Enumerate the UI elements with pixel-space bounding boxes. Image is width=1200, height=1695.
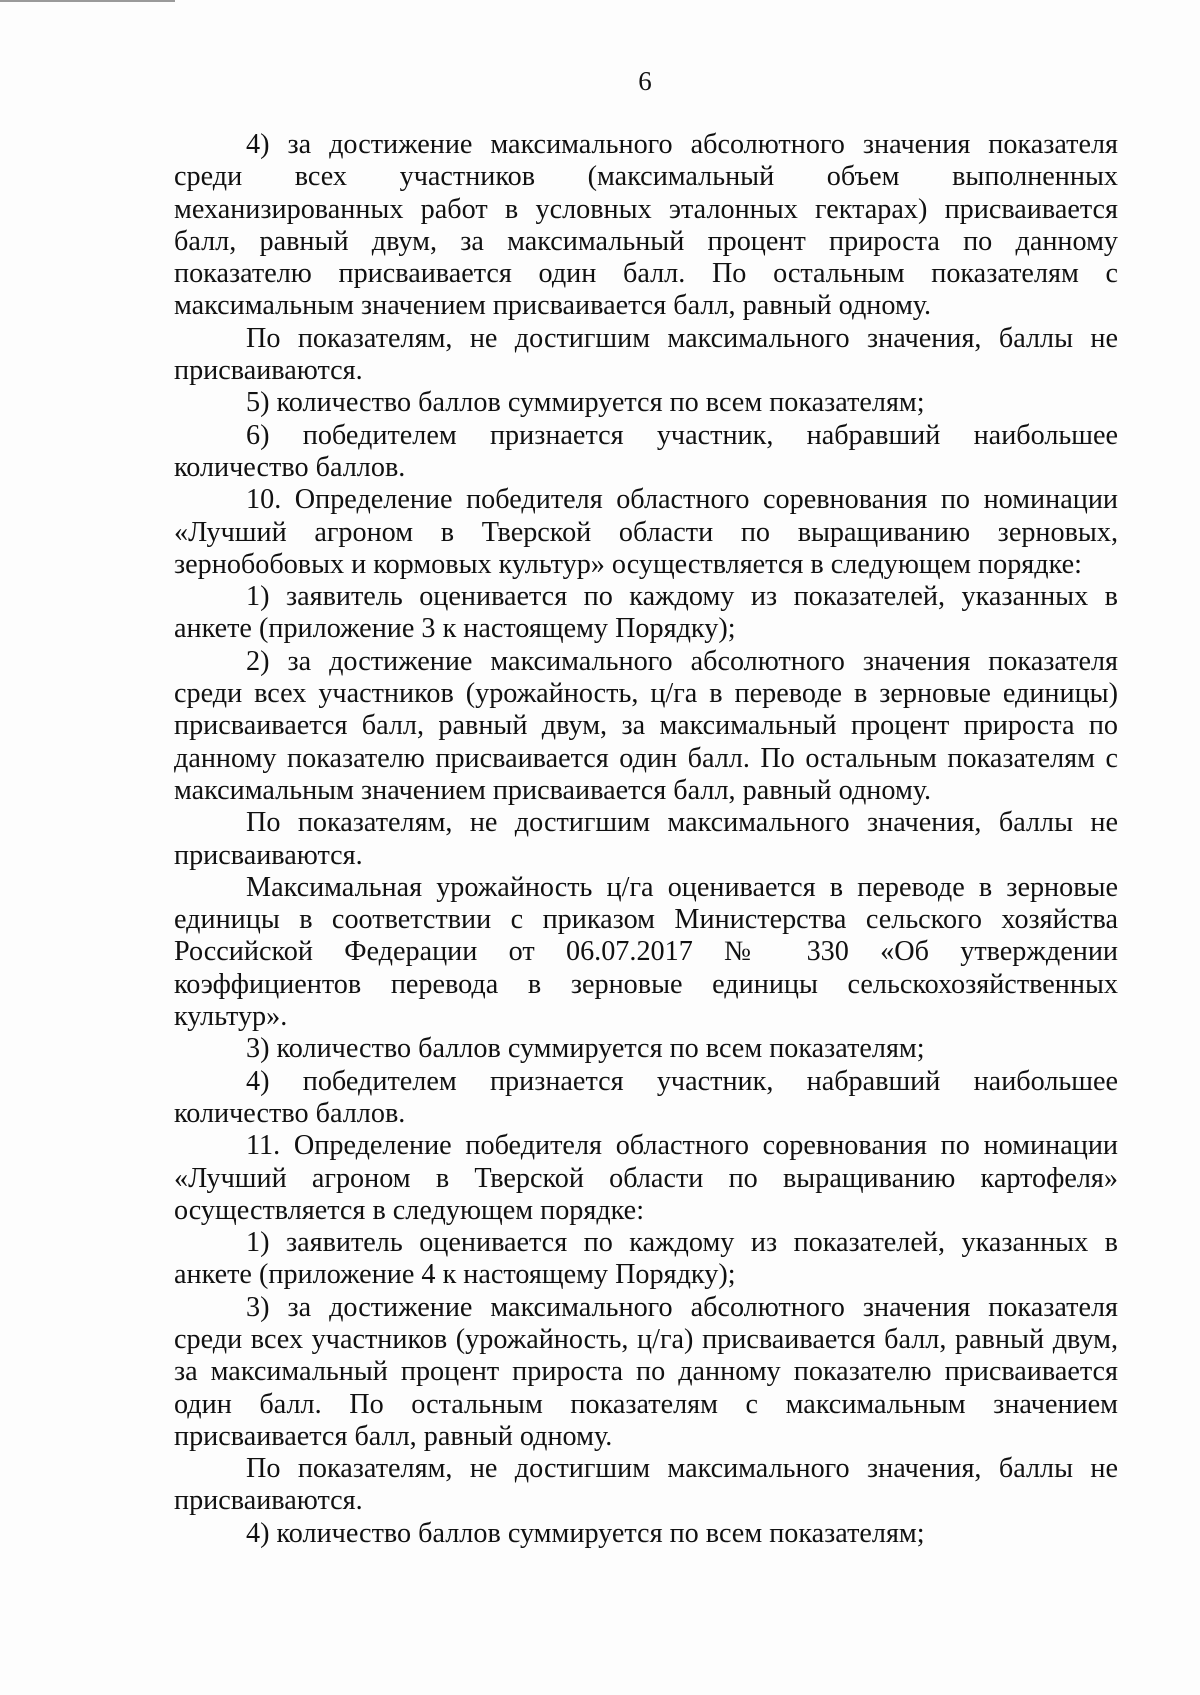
page-number: 6 <box>638 66 652 96</box>
paragraph-winner: 4) победителем признается участник, набравший наибольшее количество баллов. <box>174 1065 1118 1129</box>
paragraph-applicant-evaluated: 1) заявитель оценивается по каждому из показателей, указанных в анкете (приложение 4 к настоящему Порядку); <box>174 1227 1118 1291</box>
paragraph-applicant-evaluated: 1) заявитель оценивается по каждому из показателей, указанных в анкете (приложение 3 к настоящему Порядку); <box>174 581 1118 645</box>
document-body <box>174 129 1118 1550</box>
paragraph-points-summed: 4) количество баллов суммируется по всем показателям; <box>246 1517 925 1549</box>
paragraph-no-points: По показателям, не достигшим максимального значения, баллы не присваиваются. <box>174 807 1118 871</box>
paragraph-no-points: По показателям, не достигшим максимального значения, баллы не присваиваются. <box>174 322 1118 387</box>
paragraph-winner: 6) победителем признается участник, набравший наибольшее количество баллов. <box>174 419 1118 483</box>
paragraph-max-yield-order: Максимальная урожайность ц/га оценивается в переводе в зерновые единицы в соответствии с приказом Министерства сельского хозяйства Российской Федерации от 06.07.2017 № 330 «Об утверждении коэффициентов перевода в зерновые единицы сельскохозяйственных культур». <box>174 871 1118 1033</box>
paragraph-criterion-3-potato-yield: 3) за достижение максимального абсолютного значения показателя среди всех участников (урожайность, ц/га) присваивается балл, равный двум, за максимальный процент прироста по данному показателю присваивается один балл. По остальным показателям с максимальным значением присваивается балл, равный одному. <box>174 1291 1118 1452</box>
paragraph-points-summed: 3) количество баллов суммируется по всем показателям; <box>246 1033 925 1065</box>
paragraph-criterion-2-yield: 2) за достижение максимального абсолютного значения показателя среди всех участников (урожайность, ц/га в переводе в зерновые единицы) присваивается балл, равный двум, за максимальный процент прироста по данному показателю присваивается один балл. По остальным показателям с максимальным значением присваивается балл, равный одному. <box>174 645 1118 806</box>
paragraph-criterion-4-mechanized-works: 4) за достижение максимального абсолютного значения показателя среди всех участников (максимальный объем выполненных механизированных работ в условных эталонных гектарах) присваивается балл, равный двум, за максимальный процент прироста по данному показателю присваивается один балл. По остальным показателям с максимальным значением присваивается балл, равный одному. <box>174 129 1118 322</box>
paragraph-section-11: 11. Определение победителя областного соревнования по номинации «Лучший агроном в Тверской области по выращиванию картофеля» осуществляется в следующем порядке: <box>174 1130 1118 1226</box>
paragraph-points-summed: 5) количество баллов суммируется по всем показателям; <box>246 387 925 419</box>
scan-edge-line <box>0 0 175 2</box>
paragraph-section-10: 10. Определение победителя областного соревнования по номинации «Лучший агроном в Тверской области по выращиванию зерновых, зернобобовых и кормовых культур» осуществляется в следующем порядке: <box>174 484 1118 580</box>
paragraph-no-points: По показателям, не достигшим максимального значения, баллы не присваиваются. <box>174 1453 1118 1517</box>
